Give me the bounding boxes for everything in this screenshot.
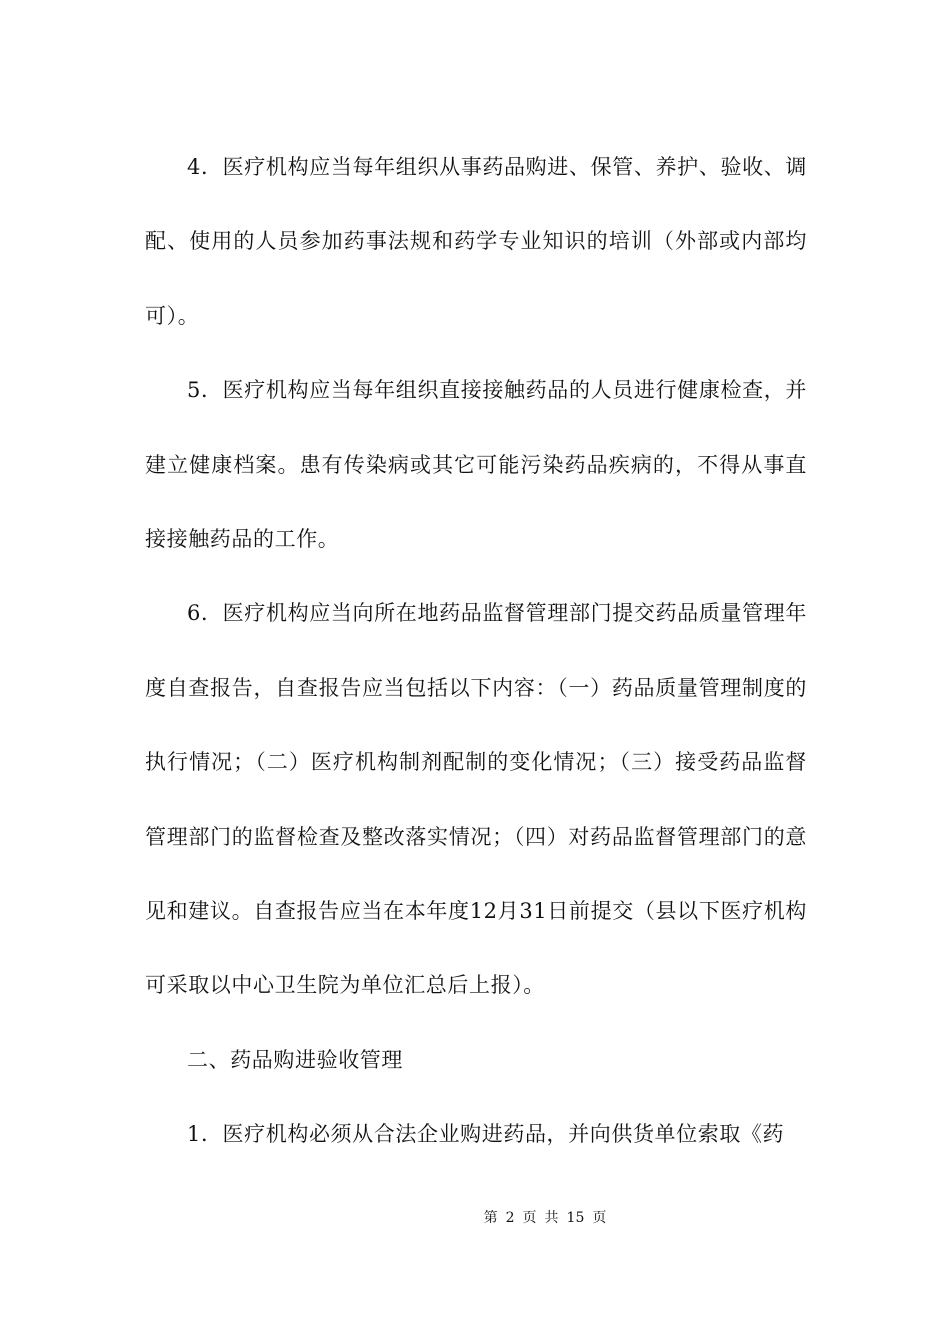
paragraph-text: 1．医疗机构必须从合法企业购进药品，并向供货单位索取《药 xyxy=(187,1122,785,1147)
paragraph-text: 5．医疗机构应当每年组织直接接触药品的人员进行健康检查，并建立健康档案。患有传染病或其它可能污染药品疾病的，不得从事直接接触药品的工作。 xyxy=(145,378,807,552)
paragraph-text: 4．医疗机构应当每年组织从事药品购进、保管、养护、验收、调配、使用的人员参加药事法规和药学专业知识的培训（外部或内部均可）。 xyxy=(145,155,807,328)
paragraph-item-1 xyxy=(145,1097,807,1171)
footer-total-pages: 15 xyxy=(566,1210,585,1226)
footer-current-page: 2 xyxy=(505,1210,515,1226)
paragraph-item-5 xyxy=(145,353,807,576)
document-body xyxy=(145,130,807,1172)
footer-label-unit-end: 页 xyxy=(592,1210,607,1226)
page-footer xyxy=(0,1208,950,1228)
paragraph-text: 6．医疗机构应当向所在地药品监督管理部门提交药品质量管理年度自查报告，自查报告应当包括以下内容：（一）药品质量管理制度的执行情况；（二）医疗机构制剂配制的变化情况；（三）接受药品监督管理部门的监督检查及整改落实情况；（四）对药品监督管理部门的意见和建议。自查报告应当在本年度12月31日前提交（县以下医疗机构可采取以中心卫生院为单位汇总后上报）。 xyxy=(145,601,807,998)
paragraph-item-6 xyxy=(145,576,807,1022)
footer-label-unit: 页 xyxy=(522,1210,537,1226)
section-heading-text: 二、药品购进验收管理 xyxy=(187,1047,403,1072)
section-heading xyxy=(145,1023,807,1097)
paragraph-item-4 xyxy=(145,130,807,353)
footer-label-page: 第 xyxy=(483,1210,498,1226)
footer-label-total: 共 xyxy=(544,1210,559,1226)
